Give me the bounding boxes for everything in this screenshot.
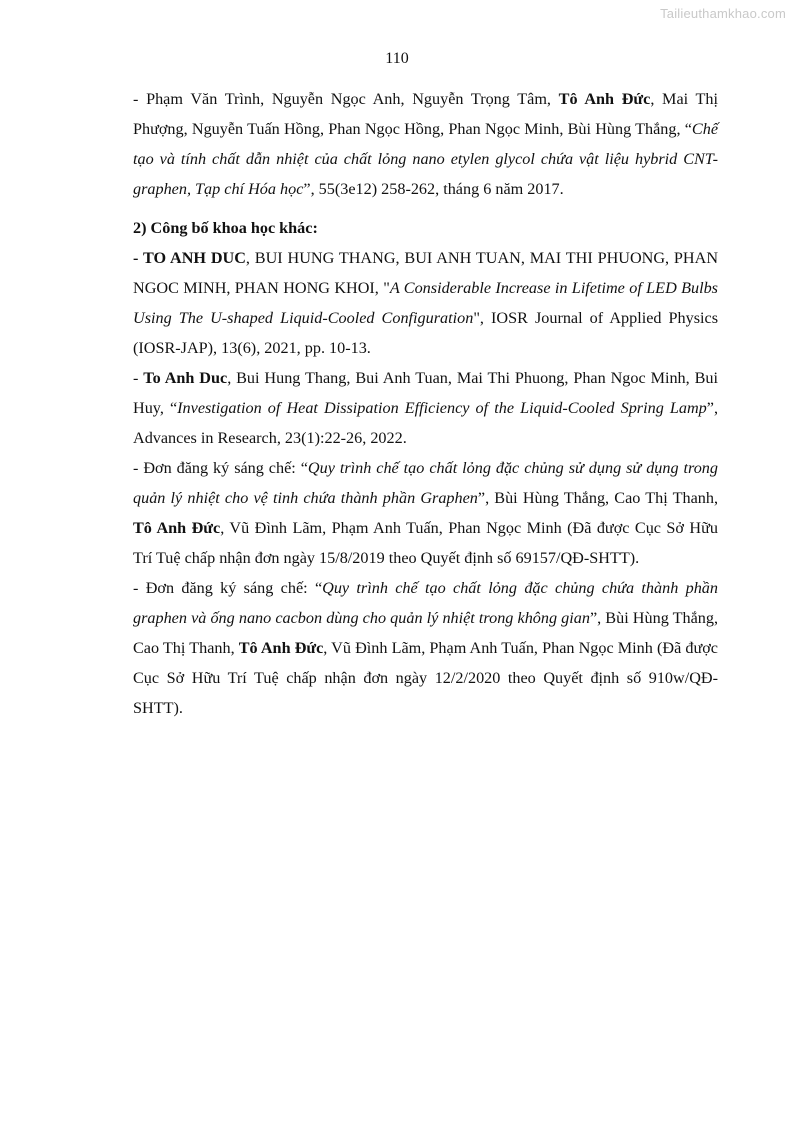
reference-entry: - To Anh Duc, Bui Hung Thang, Bui Anh Tuan, Mai Thi Phuong, Phan Ngoc Minh, Bui Huy, “Investigation of Heat Dissipation Efficiency of the Liquid-Cooled Spring Lamp”, Advances in Research, 23(1):22-26, 2022.	[133, 369, 718, 447]
page-number: 110	[385, 50, 409, 67]
author-highlight: - TO ANH DUC	[133, 249, 246, 267]
reference-title: Chế tạo và tính chất dẫn nhiệt của chất lỏng nano etylen glycol chứa vật liệu hybrid CNT-graphen, Tạp chí Hóa học	[133, 120, 718, 198]
page-body	[133, 84, 718, 723]
section-heading: 2) Công bố khoa học khác:	[133, 219, 318, 237]
watermark: Tailieuthamkhao.com	[660, 6, 786, 21]
author-highlight: Tô Anh Đức	[558, 90, 651, 108]
reference-entry: - Phạm Văn Trình, Nguyễn Ngọc Anh, Nguyễn Trọng Tâm, Tô Anh Đức, Mai Thị Phượng, Nguyễn Tuấn Hồng, Phan Ngọc Hồng, Phan Ngọc Minh, Bùi Hùng Thắng, “Chế tạo và tính chất dẫn nhiệt của chất lỏng nano etylen glycol chứa vật liệu hybrid CNT-graphen, Tạp chí Hóa học”, 55(3e12) 258-262, tháng 6 năm 2017.	[133, 90, 718, 198]
author-highlight: To Anh Duc	[143, 369, 228, 387]
author-highlight: Tô Anh Đức	[238, 639, 324, 657]
patent-entry: - Đơn đăng ký sáng chế: “Quy trình chế tạo chất lỏng đặc chủng chứa thành phần graphen và ống nano cacbon dùng cho quản lý nhiệt trong không gian”, Bùi Hùng Thắng, Cao Thị Thanh, Tô Anh Đức, Vũ Đình Lãm, Phạm Anh Tuấn, Phan Ngọc Minh (Đã được Cục Sở Hữu Trí Tuệ chấp nhận đơn ngày 12/2/2020 theo Quyết định số 910w/QĐ-SHTT).	[133, 579, 719, 717]
reference-title: Investigation of Heat Dissipation Efficiency of the Liquid-Cooled Spring Lamp	[177, 399, 707, 417]
patent-entry: - Đơn đăng ký sáng chế: “Quy trình chế tạo chất lỏng đặc chủng sử dụng sử dụng trong quản lý nhiệt cho vệ tinh chứa thành phần Graphen”, Bùi Hùng Thắng, Cao Thị Thanh, Tô Anh Đức, Vũ Đình Lãm, Phạm Anh Tuấn, Phan Ngọc Minh (Đã được Cục Sở Hữu Trí Tuệ chấp nhận đơn ngày 15/8/2019 theo Quyết định số 69157/QĐ-SHTT).	[133, 459, 718, 567]
reference-title: A Considerable Increase in Lifetime of LED Bulbs Using The U-shaped Liquid-Cooled Configuration	[133, 279, 718, 327]
author-highlight: Tô Anh Đức	[133, 519, 221, 537]
patent-title: Quy trình chế tạo chất lỏng đặc chủng chứa thành phần graphen và ống nano cacbon dùng cho quản lý nhiệt trong không gian	[133, 579, 718, 627]
reference-entry: - TO ANH DUC, BUI HUNG THANG, BUI ANH TUAN, MAI THI PHUONG, PHAN NGOC MINH, PHAN HONG KHOI, "A Considerable Increase in Lifetime of LED Bulbs Using The U-shaped Liquid-Cooled Configuration", IOSR Journal of Applied Physics (IOSR-JAP), 13(6), 2021, pp. 10-13.	[133, 249, 719, 357]
patent-title: Quy trình chế tạo chất lỏng đặc chủng sử dụng sử dụng trong quản lý nhiệt cho vệ tinh chứa thành phần Graphen	[133, 459, 718, 507]
